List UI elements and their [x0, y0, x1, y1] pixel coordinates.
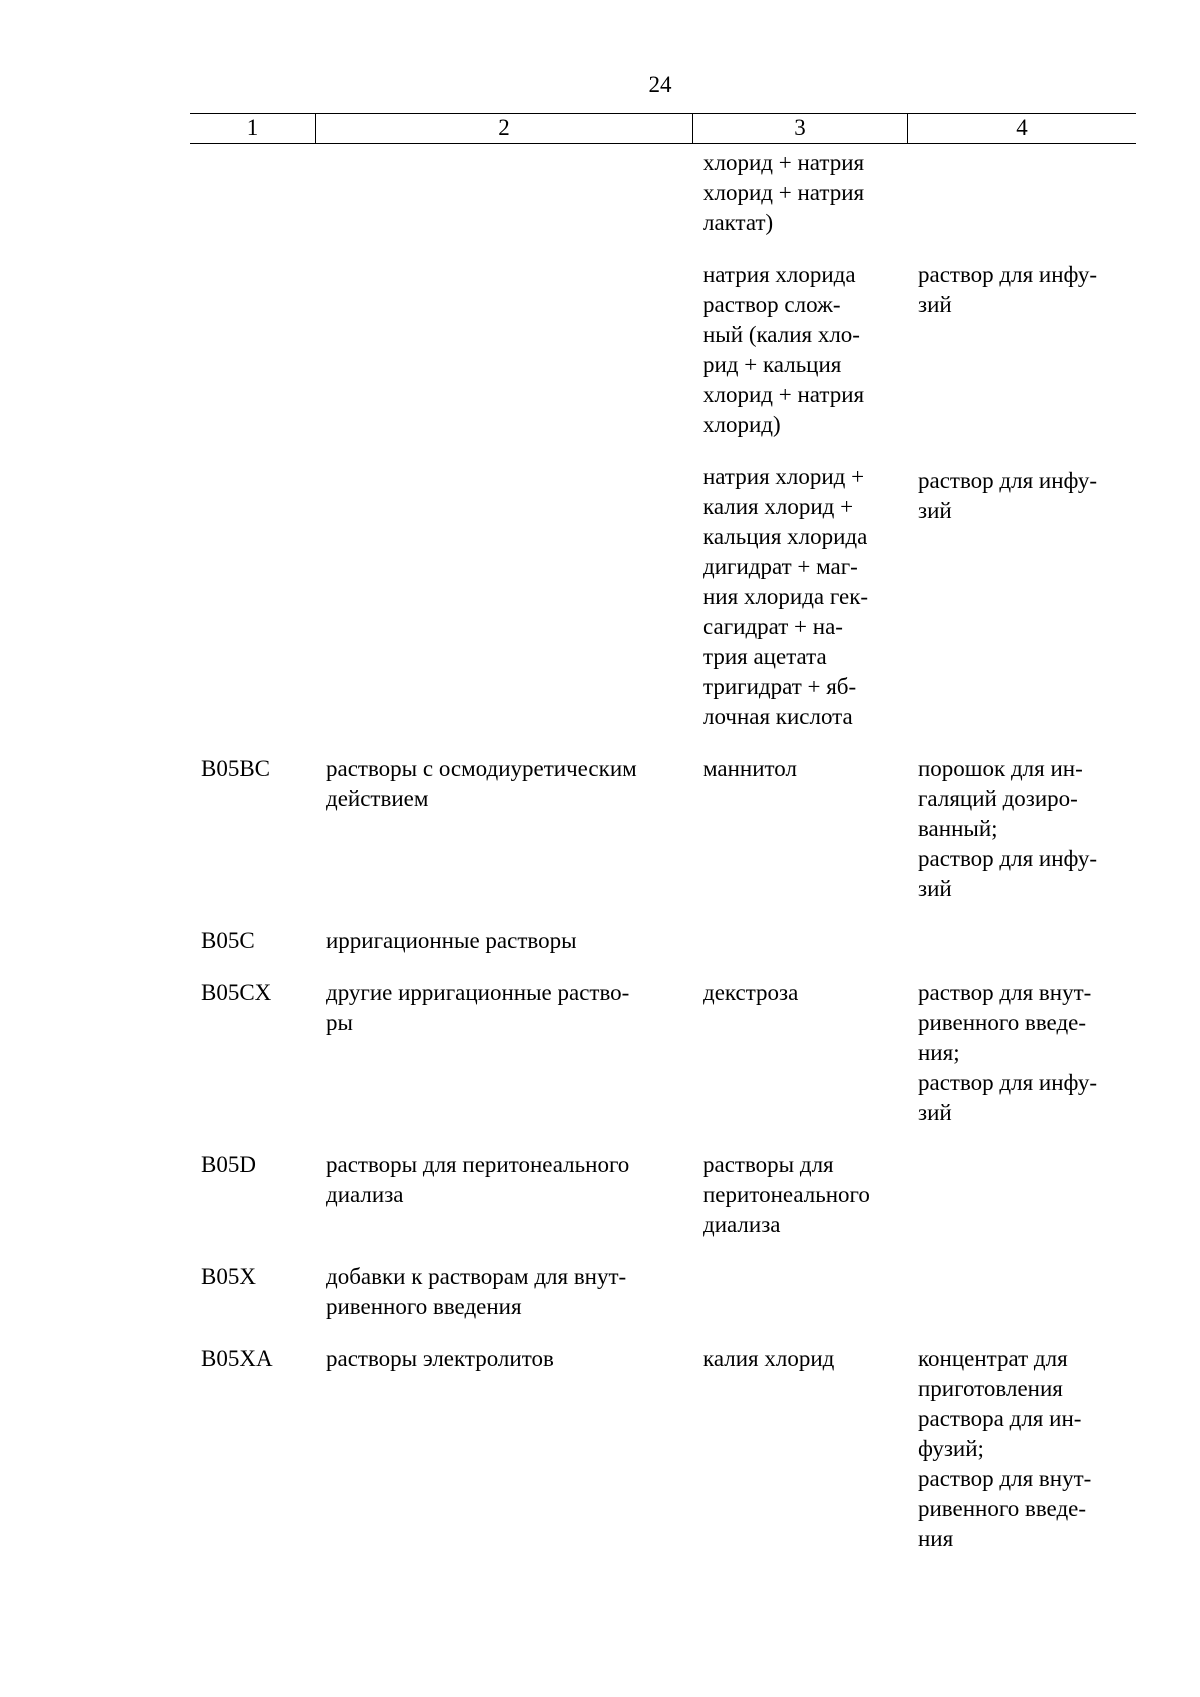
substance-cell: натрия хлорид + калия хлорид + кальция хлорида дигидрат + маг- ния хлорида гек- сагидрат + на- трия ацетата тригидрат + яб- лочная кислота [703, 464, 869, 729]
code-cell: B05CX [201, 980, 272, 1005]
code-cell: B05XA [201, 1346, 273, 1371]
code-cell [190, 148, 315, 238]
form-cell: раствор для внут- ривенного введе- ния; раствор для инфу- зий [918, 980, 1098, 1125]
form-cell [907, 1150, 1136, 1240]
group-cell: растворы для перитонеального диализа [326, 1152, 630, 1207]
table-row [190, 1150, 1136, 1240]
substance-cell: маннитол [703, 756, 797, 781]
group-cell: добавки к растворам для внут- ривенного введения [326, 1264, 627, 1319]
substance-cell: декстроза [703, 980, 799, 1005]
table-header [190, 113, 1136, 144]
group-cell [315, 148, 692, 238]
header-col-3: 3 [692, 114, 907, 143]
form-cell: раствор для инфу- зий [918, 468, 1098, 523]
code-cell: B05D [201, 1152, 256, 1177]
table-row [190, 978, 1136, 1128]
header-col-4: 4 [907, 114, 1136, 143]
table-row [190, 754, 1136, 904]
table-row [190, 462, 1136, 732]
table-row [190, 148, 1136, 238]
table-row [190, 1262, 1136, 1322]
substance-cell: калия хлорид [703, 1346, 835, 1371]
page-number: 24 [648, 72, 672, 97]
form-cell [907, 1262, 1136, 1322]
group-cell: ирригационные растворы [326, 928, 577, 953]
group-cell: растворы электролитов [326, 1346, 554, 1371]
table-body [190, 148, 1136, 1554]
substance-cell: растворы для перитонеального диализа [703, 1152, 870, 1237]
form-cell [907, 926, 1136, 956]
code-cell: B05X [201, 1264, 256, 1289]
code-cell [190, 462, 315, 732]
substance-cell: натрия хлорида раствор слож- ный (калия хло- рид + кальция хлорид + натрия хлорид) [703, 262, 865, 437]
table-row [190, 926, 1136, 956]
group-cell [315, 462, 692, 732]
group-cell [315, 260, 692, 440]
substance-cell: хлорид + натрия хлорид + натрия лактат) [703, 150, 865, 235]
form-cell [907, 148, 1136, 238]
table-row [190, 260, 1136, 440]
substance-cell [692, 926, 907, 956]
code-cell: B05C [201, 928, 255, 953]
form-cell: порошок для ин- галяций дозиро- ванный; раствор для инфу- зий [918, 756, 1098, 901]
code-cell: B05BC [201, 756, 271, 781]
form-cell: раствор для инфу- зий [918, 262, 1098, 317]
group-cell: растворы с осмодиуретическим действием [326, 756, 637, 811]
substance-cell [692, 1262, 907, 1322]
code-cell [190, 260, 315, 440]
group-cell: другие ирригационные раство- ры [326, 980, 630, 1035]
table-row [190, 1344, 1136, 1554]
header-col-2: 2 [315, 114, 692, 143]
form-cell: концентрат для приготовления раствора для ин- фузий; раствор для внут- ривенного введе- ния [918, 1346, 1092, 1551]
header-col-1: 1 [246, 115, 259, 140]
